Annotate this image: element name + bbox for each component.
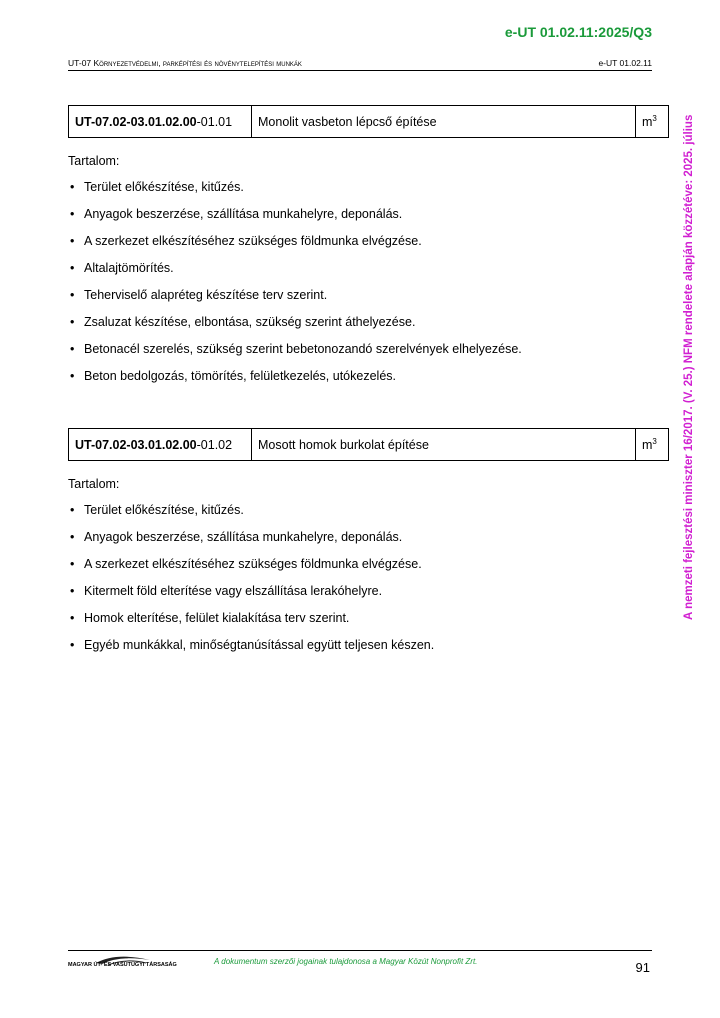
list-item: • A szerkezet elkészítéséhez szükséges földmunka elvégzése. <box>70 557 422 571</box>
contents-list <box>68 180 669 384</box>
work-item-table <box>68 105 669 138</box>
list-item: • Egyéb munkákkal, minőségtanúsítással együtt teljesen készen. <box>70 638 435 652</box>
list-item: • Terület előkészítése, kitűzés. <box>70 503 244 517</box>
society-logo-text: MAGYAR ÚT- ÉS VASÚTÜGYI TÁRSASÁG <box>68 962 177 968</box>
bullet-icon: • <box>70 234 75 248</box>
contents-label: Tartalom: <box>68 154 120 168</box>
bullet-icon: • <box>70 611 75 625</box>
list-item: • Teherviselő alapréteg készítése terv szerint. <box>70 288 328 302</box>
work-item-section-1 <box>68 105 669 384</box>
contents-label: Tartalom: <box>68 477 120 491</box>
header-chapter-title: UT-07 Környezetvédelmi, parképítési és növénytelepítési munkák <box>68 58 302 68</box>
page-number: 91 <box>635 960 650 975</box>
bullet-icon: • <box>70 503 75 517</box>
bullet-icon: • <box>70 530 75 544</box>
work-item-unit: $m^3$ <box>636 429 669 461</box>
bullet-icon: • <box>70 584 75 598</box>
list-item: • Terület előkészítése, kitűzés. <box>70 180 244 194</box>
bullet-icon: • <box>70 638 75 652</box>
list-item: • Homok elterítése, felület kialakítása terv szerint. <box>70 611 350 625</box>
contents-list <box>68 503 669 653</box>
list-item: • Beton bedolgozás, tömörítés, felületkezelés, utókezelés. <box>70 369 396 383</box>
list-item: • Anyagok beszerzése, szállítása munkahelyre, deponálás. <box>70 207 403 221</box>
copyright-notice: A dokumentum szerzői jogainak tulajdonosa a Magyar Közút Nonprofit Zrt. <box>214 957 478 966</box>
document-code: e-UT 01.02.11:2025/Q3 <box>504 24 652 40</box>
work-item-title: Mosott homok burkolat építése <box>252 429 636 461</box>
header-doc-reference: e-UT 01.02.11 <box>598 58 652 68</box>
bullet-icon: • <box>70 342 75 356</box>
work-item-code: UT-07.02-03.01.02.00-01.02 <box>69 429 252 461</box>
running-header <box>68 58 652 71</box>
bullet-icon: • <box>70 557 75 571</box>
list-item: • Betonacél szerelés, szükség szerint bebetonozandó szerelvények elhelyezése. <box>70 342 522 356</box>
bullet-icon: • <box>70 180 75 194</box>
bullet-icon: • <box>70 288 75 302</box>
work-item-code: UT-07.02-03.01.02.00-01.01 <box>69 106 252 138</box>
publication-side-note: A nemzeti fejlesztési miniszter 16/2017. (V. 25.) NFM rendelete alapján közzétéve: 2025. július <box>683 114 695 620</box>
list-item: • Anyagok beszerzése, szállítása munkahelyre, deponálás. <box>70 530 403 544</box>
footer-divider <box>68 950 652 951</box>
work-item-table <box>68 428 669 461</box>
bullet-icon: • <box>70 261 75 275</box>
bullet-icon: • <box>70 369 75 383</box>
list-item: • Kitermelt föld elterítése vagy elszállítása lerakóhelyre. <box>70 584 383 598</box>
work-item-title: Monolit vasbeton lépcső építése <box>252 106 636 138</box>
bullet-icon: • <box>70 207 75 221</box>
list-item: • Zsaluzat készítése, elbontása, szükség szerint áthelyezése. <box>70 315 416 329</box>
list-item: • A szerkezet elkészítéséhez szükséges földmunka elvégzése. <box>70 234 422 248</box>
list-item: • Altalajtömörítés. <box>70 261 174 275</box>
work-item-unit: $m^3$ <box>636 106 669 138</box>
bullet-icon: • <box>70 315 75 329</box>
work-item-section-2 <box>68 428 669 653</box>
